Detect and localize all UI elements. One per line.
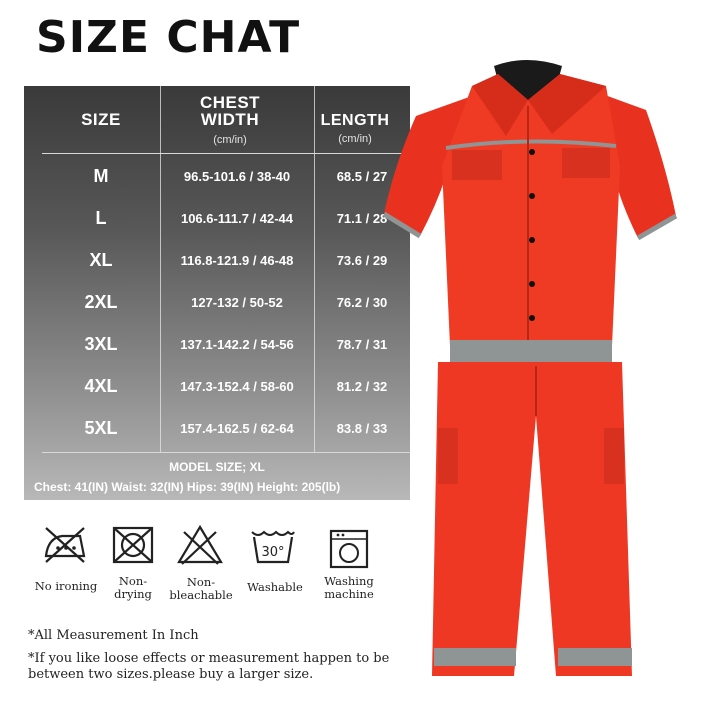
header-length-label: LENGTH	[320, 112, 390, 129]
jacket-torso	[442, 74, 620, 346]
right-cargo-pocket	[604, 428, 624, 484]
header-length-unit: (cm/in)	[338, 133, 372, 145]
cell-length: 68.5 / 27	[336, 169, 388, 184]
cell-size: M	[93, 166, 109, 186]
model-size-info	[24, 456, 410, 500]
washable-icon	[250, 528, 296, 566]
size-advice-note	[28, 651, 389, 683]
cell-chest: 116.8-121.9 / 46-48	[180, 253, 294, 268]
header-divider	[42, 153, 410, 154]
header-chest-unit: (cm/in)	[213, 134, 247, 146]
cell-length: 76.2 / 30	[336, 295, 388, 310]
size-chart-table	[24, 86, 410, 500]
table-bottom-divider	[42, 452, 410, 453]
left-leg-reflective-band	[434, 648, 516, 666]
care-label-line: No ironing	[34, 579, 98, 593]
left-chest-pocket	[452, 150, 502, 180]
cell-size: 4XL	[84, 376, 118, 396]
washable-temperature: 30°	[261, 545, 285, 560]
cell-length: 81.2 / 32	[336, 379, 388, 394]
care-label-line: Non-	[118, 574, 148, 588]
cell-size: 3XL	[84, 334, 118, 354]
cell-chest: 137.1-142.2 / 54-56	[180, 337, 294, 352]
cell-length: 83.8 / 33	[336, 421, 388, 436]
table-row	[24, 156, 410, 196]
cell-chest: 127-132 / 50-52	[191, 295, 283, 310]
size-advice-line: *If you like loose effects or measurement happen to be	[28, 651, 390, 666]
non-bleachable-icon	[176, 524, 224, 566]
care-label-line: machine	[324, 587, 374, 601]
cell-size: XL	[89, 250, 113, 270]
size-advice-line: between two sizes.please buy a larger size.	[28, 667, 314, 682]
cell-chest: 96.5-101.6 / 38-40	[183, 169, 291, 184]
right-chest-pocket	[562, 148, 610, 178]
care-label-line: Washable	[247, 580, 303, 594]
table-row	[24, 408, 410, 448]
care-label-washing-machine	[316, 575, 382, 601]
table-row	[24, 282, 410, 322]
header-chest-line1: CHEST	[199, 93, 261, 112]
care-label-line: bleachable	[169, 588, 233, 602]
model-measurements: Chest: 41(IN) Waist: 32(IN) Hips: 39(IN) Height: 205(lb)	[34, 480, 341, 494]
cell-chest: 157.4-162.5 / 62-64	[180, 421, 294, 436]
washing-machine-icon	[328, 528, 370, 570]
table-row	[24, 240, 410, 280]
right-leg-reflective-band	[558, 648, 632, 666]
button	[529, 149, 535, 155]
cell-size: L	[95, 208, 107, 228]
button	[529, 237, 535, 243]
coverall-product-image	[376, 56, 696, 710]
trousers	[432, 362, 632, 676]
table-row	[24, 324, 410, 364]
cell-chest: 147.3-152.4 / 58-60	[180, 379, 294, 394]
care-label-non-bleachable	[166, 576, 236, 602]
cell-size: 2XL	[84, 292, 118, 312]
left-cargo-pocket	[438, 428, 458, 484]
model-size-label: MODEL SIZE; XL	[169, 460, 265, 474]
header-chest-line2: WIDTH	[200, 110, 260, 129]
table-row	[24, 366, 410, 406]
care-label-washable	[240, 581, 310, 594]
table-row	[24, 198, 410, 238]
care-label-line: drying	[114, 587, 152, 601]
waist-reflective-band	[450, 340, 612, 364]
cell-length: 73.6 / 29	[336, 253, 388, 268]
care-label-non-drying	[100, 575, 166, 601]
care-label-no-ironing	[30, 580, 102, 593]
header-chest-width	[160, 94, 300, 149]
measurement-note: *All Measurement In Inch	[28, 628, 199, 643]
care-label-line: Washing	[324, 574, 374, 588]
cell-length: 78.7 / 31	[336, 337, 388, 352]
no-ironing-icon	[40, 524, 88, 566]
cell-length: 71.1 / 28	[336, 211, 388, 226]
care-label-line: Non-	[186, 575, 216, 589]
button	[529, 315, 535, 321]
cell-size: 5XL	[84, 418, 118, 438]
button	[529, 281, 535, 287]
page-title: SIZE CHAT	[36, 12, 301, 63]
non-drying-icon	[110, 524, 156, 566]
header-size: SIZE	[81, 110, 121, 129]
table-header	[24, 86, 410, 154]
cell-chest: 106.6-111.7 / 42-44	[180, 211, 294, 226]
button	[529, 193, 535, 199]
